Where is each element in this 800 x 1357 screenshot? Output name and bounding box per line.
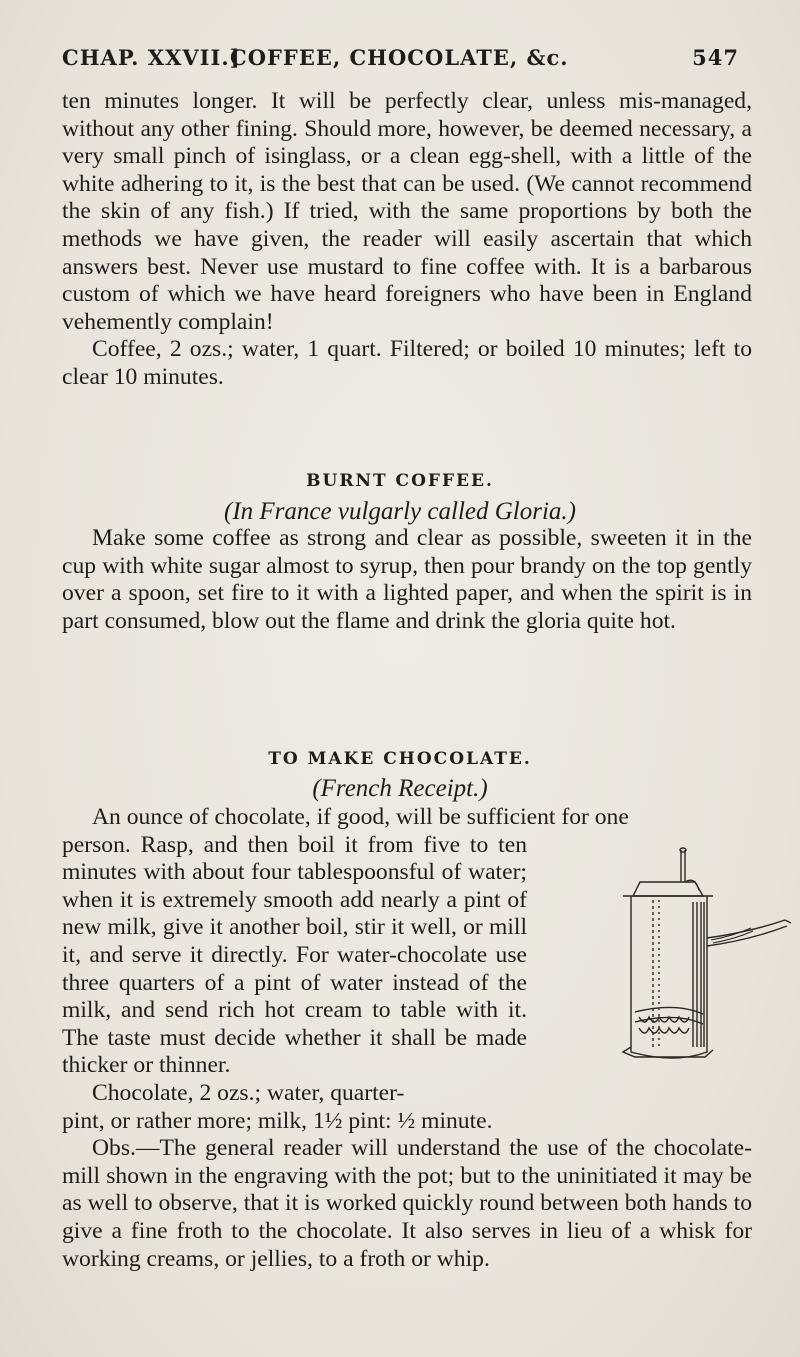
section-subheading-french-receipt: (French Receipt.) <box>312 775 488 802</box>
running-title: COFFEE, CHOCOLATE, &c. <box>230 45 569 70</box>
page-header <box>62 45 745 85</box>
section-subheading-gloria: (In France vulgarly called Gloria.) <box>224 498 576 525</box>
paragraph-text: ten minutes longer. It will be perfectly clear, unless mis-managed, without any other fining. Should more, however, be deemed necessary, a very small pinch of isinglass, or a clean egg-shell, with a little of the white adhering to it, is the best that can be used. (We cannot recommend the skin of any fish.) If tried, with the same proportions by both the methods we have given, the reader will easily ascertain that which answers best. Never use mustard to fine coffee with. It is a barbarous custom of which we have heard foreigners who have been in England vehemently complain! <box>62 88 752 335</box>
chocolate-pot-and-mill-icon <box>535 842 800 1072</box>
chocolate-first-line: An ounce of chocolate, if good, will be sufficient for one <box>92 804 629 830</box>
section-heading-chocolate: TO MAKE CHOCOLATE. <box>268 749 532 769</box>
chocolate-summary-start: Chocolate, 2 ozs.; water, quarter- <box>92 1079 405 1106</box>
chocolate-obs: Obs.—The general reader will understand the use of the chocolate-mill shown in the engraving with the pot; but to the uninitiated it may be as well to observe, that it is worked quickly round between both hands to give a fine froth to the chocolate. It also serves in lieu of a whisk for working creams, or jellies, to a froth or whip. <box>62 1135 752 1272</box>
chocolate-summary-end: pint, or rather more; milk, 1½ pint: ½ minute. <box>62 1107 493 1134</box>
chapter-label: CHAP. XXVII.] <box>62 45 241 70</box>
paragraph-burnt-coffee: Make some coffee as strong and clear as possible, sweeten it in the cup with white sugar almost to syrup, then pour brandy on the top gently over a spoon, set fire to it with a lighted paper, and when the spirit is in part consumed, blow out the flame and drink the gloria quite hot. <box>62 525 752 634</box>
page-number: 547 <box>692 45 739 70</box>
section-heading-burnt-coffee: BURNT COFFEE. <box>306 471 494 491</box>
paragraph-summary: Coffee, 2 ozs.; water, 1 quart. Filtered; or boiled 10 minutes; left to clear 10 minutes. <box>62 336 752 390</box>
chocolate-body: person. Rasp, and then boil it from five to ten minutes with about four tablespoonsful of water; when it is extremely smooth add nearly a pint of new milk, give it another boil, stir it well, or mill it, and serve it directly. For water-chocolate use three quarters of a pint of water instead of the milk, and send rich hot cream to table with it. The taste must decide whether it shall be made thicker or thinner. <box>62 831 527 1079</box>
paragraph-coffee-clearing <box>62 88 752 392</box>
